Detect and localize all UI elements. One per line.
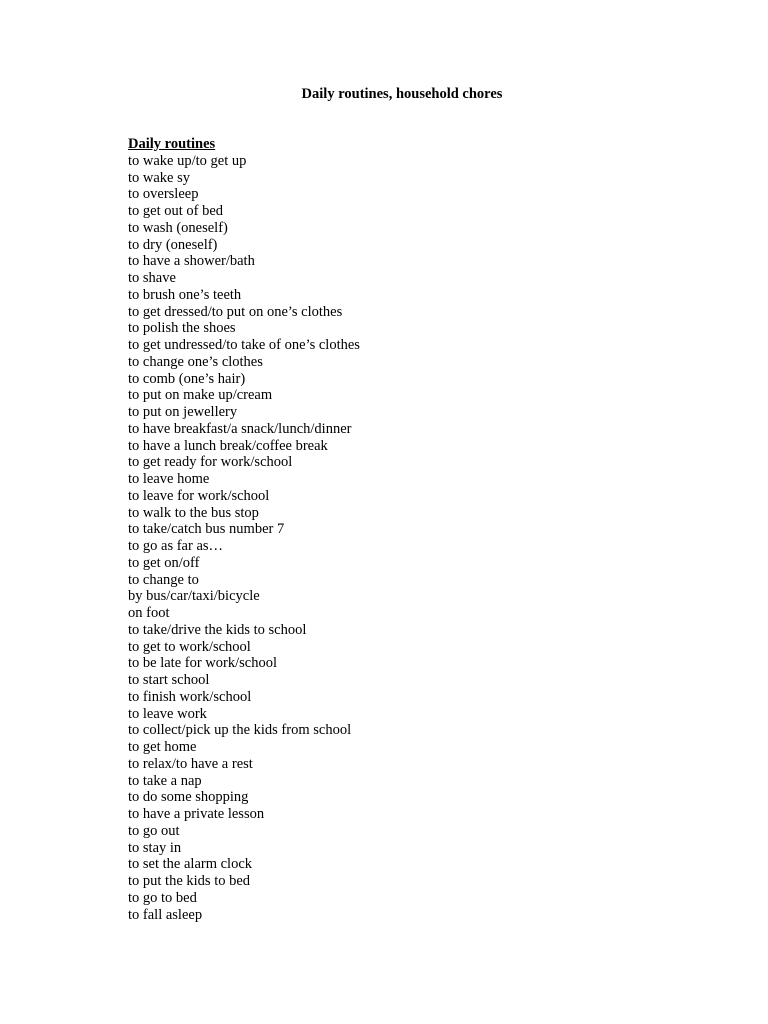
list-item: to have a lunch break/coffee break xyxy=(128,437,328,454)
list-item: to comb (one’s hair) xyxy=(128,370,246,387)
daily-routines-section xyxy=(128,136,688,923)
list-item: to go out xyxy=(128,822,180,839)
list-item: to get out of bed xyxy=(128,203,224,219)
list-item: to go to bed xyxy=(128,889,197,906)
list-item: to finish work/school xyxy=(128,688,252,705)
list-item: to get home xyxy=(128,739,197,755)
list-item: to dry (oneself) xyxy=(128,236,218,253)
list-item: to shave xyxy=(128,270,176,286)
list-item: to stay in xyxy=(128,839,182,856)
list-item: to take a nap xyxy=(128,772,202,789)
list-item: to walk to the bus stop xyxy=(128,504,259,521)
list-item: on foot xyxy=(128,605,170,621)
list-item: to relax/to have a rest xyxy=(128,755,253,772)
list-item: to get to work/school xyxy=(128,638,251,655)
list-item: to change to xyxy=(128,571,199,588)
list-item: to do some shopping xyxy=(128,789,249,806)
list-item: to leave work xyxy=(128,705,207,722)
list-item: to get dressed/to put on one’s clothes xyxy=(128,303,343,320)
list-item: by bus/car/taxi/bicycle xyxy=(128,588,260,605)
vocabulary-list xyxy=(128,153,688,924)
list-item: to put on make up/cream xyxy=(128,387,273,404)
list-item: to put on jewellery xyxy=(128,404,238,420)
list-item: to oversleep xyxy=(128,186,199,203)
list-item: to leave for work/school xyxy=(128,487,270,504)
list-item: to take/catch bus number 7 xyxy=(128,521,285,538)
list-item: to change one’s clothes xyxy=(128,353,263,370)
list-item: to start school xyxy=(128,672,210,688)
list-item: to wake sy xyxy=(128,169,191,186)
list-item: to polish the shoes xyxy=(128,320,236,337)
list-item: to have a private lesson xyxy=(128,806,265,822)
list-item: to be late for work/school xyxy=(128,655,277,672)
list-item: to go as far as… xyxy=(128,538,224,554)
list-item: to set the alarm clock xyxy=(128,856,253,873)
list-item: to have a shower/bath xyxy=(128,253,255,270)
list-item: to wake up/to get up xyxy=(128,152,247,169)
list-item: to collect/pick up the kids from school xyxy=(128,722,352,739)
list-item: to get undressed/to take of one’s clothes xyxy=(128,337,360,353)
list-item: to brush one’s teeth xyxy=(128,286,242,303)
list-item: to put the kids to bed xyxy=(128,873,251,889)
list-item: to wash (oneself) xyxy=(128,219,228,236)
list-item: to leave home xyxy=(128,471,210,487)
list-item: to fall asleep xyxy=(128,906,203,923)
list-item: to get ready for work/school xyxy=(128,454,293,471)
section-heading: Daily routines xyxy=(128,136,216,152)
list-item: to take/drive the kids to school xyxy=(128,621,307,638)
document-title: Daily routines, household chores xyxy=(301,86,503,102)
list-item: to get on/off xyxy=(128,554,200,571)
list-item: to have breakfast/a snack/lunch/dinner xyxy=(128,420,352,437)
